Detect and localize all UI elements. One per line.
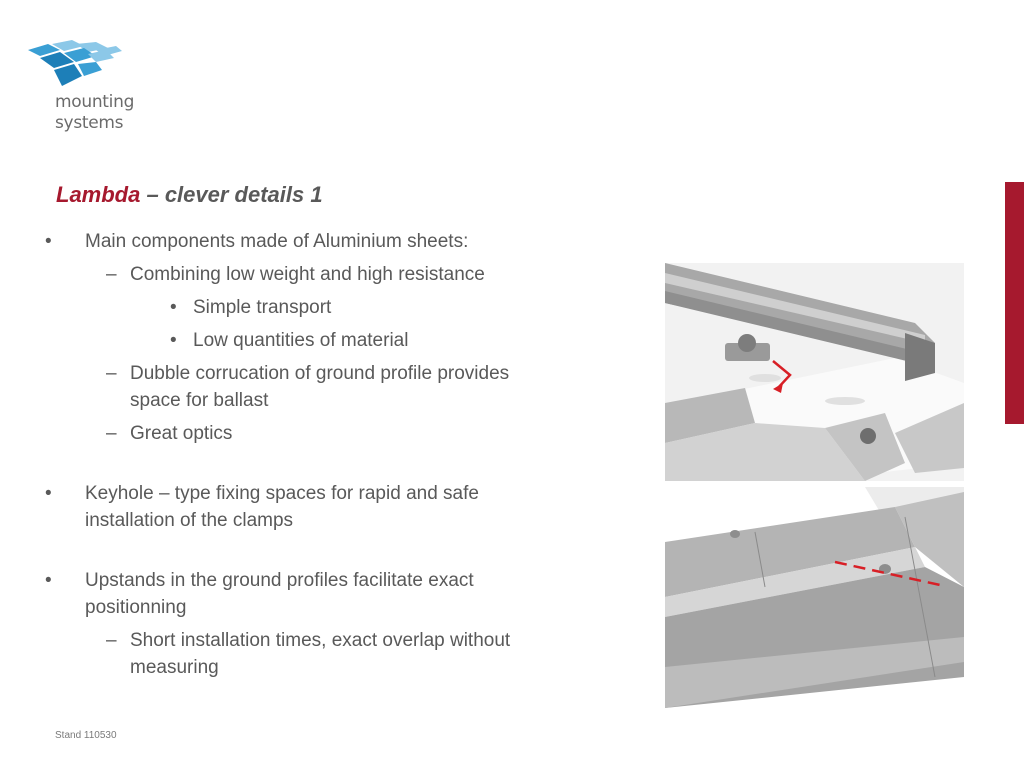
company-logo: [26, 40, 156, 140]
rail-clamp-illustration: [665, 263, 964, 481]
footer-stamp: Stand 110530: [55, 730, 117, 741]
bullet-text: Short installation times, exact overlap without: [130, 630, 511, 651]
logo-text-mounting: mounting: [55, 92, 135, 112]
bullet-text: Keyhole – type fixing spaces for rapid and safe: [85, 483, 479, 504]
bullet-text: positionning: [85, 597, 187, 618]
bullet-text: Low quantities of material: [193, 330, 409, 351]
title-accent: Lambda: [56, 182, 141, 207]
title-rest: – clever details 1: [140, 182, 323, 207]
accent-bar: [1005, 182, 1024, 424]
logo-text-systems: systems: [55, 113, 124, 133]
bullet-text: Simple transport: [193, 297, 332, 318]
logo-mark-icon: [26, 40, 126, 90]
bullet-marker: •: [45, 483, 52, 504]
bullet-marker: –: [106, 630, 117, 651]
slide-title: [56, 181, 323, 209]
bullet-marker: •: [45, 570, 52, 591]
bullet-marker: •: [170, 330, 177, 351]
bullet-text: Main components made of Aluminium sheets:: [85, 231, 469, 252]
bullet-text: measuring: [130, 657, 219, 678]
bullet-marker: –: [106, 423, 117, 444]
bullet-text: installation of the clamps: [85, 510, 294, 531]
bullet-marker: •: [45, 231, 52, 252]
bullet-text: Great optics: [130, 423, 233, 444]
bullet-text: space for ballast: [130, 390, 269, 411]
bullet-text: Combining low weight and high resistance: [130, 264, 485, 285]
bullet-marker: –: [106, 264, 117, 285]
bullet-text: Dubble corrucation of ground profile provides: [130, 363, 510, 384]
bullet-text: Upstands in the ground profiles facilitate exact: [85, 570, 474, 591]
ground-profile-illustration: [665, 487, 964, 708]
bullet-marker: –: [106, 363, 117, 384]
bullet-marker: •: [170, 297, 177, 318]
